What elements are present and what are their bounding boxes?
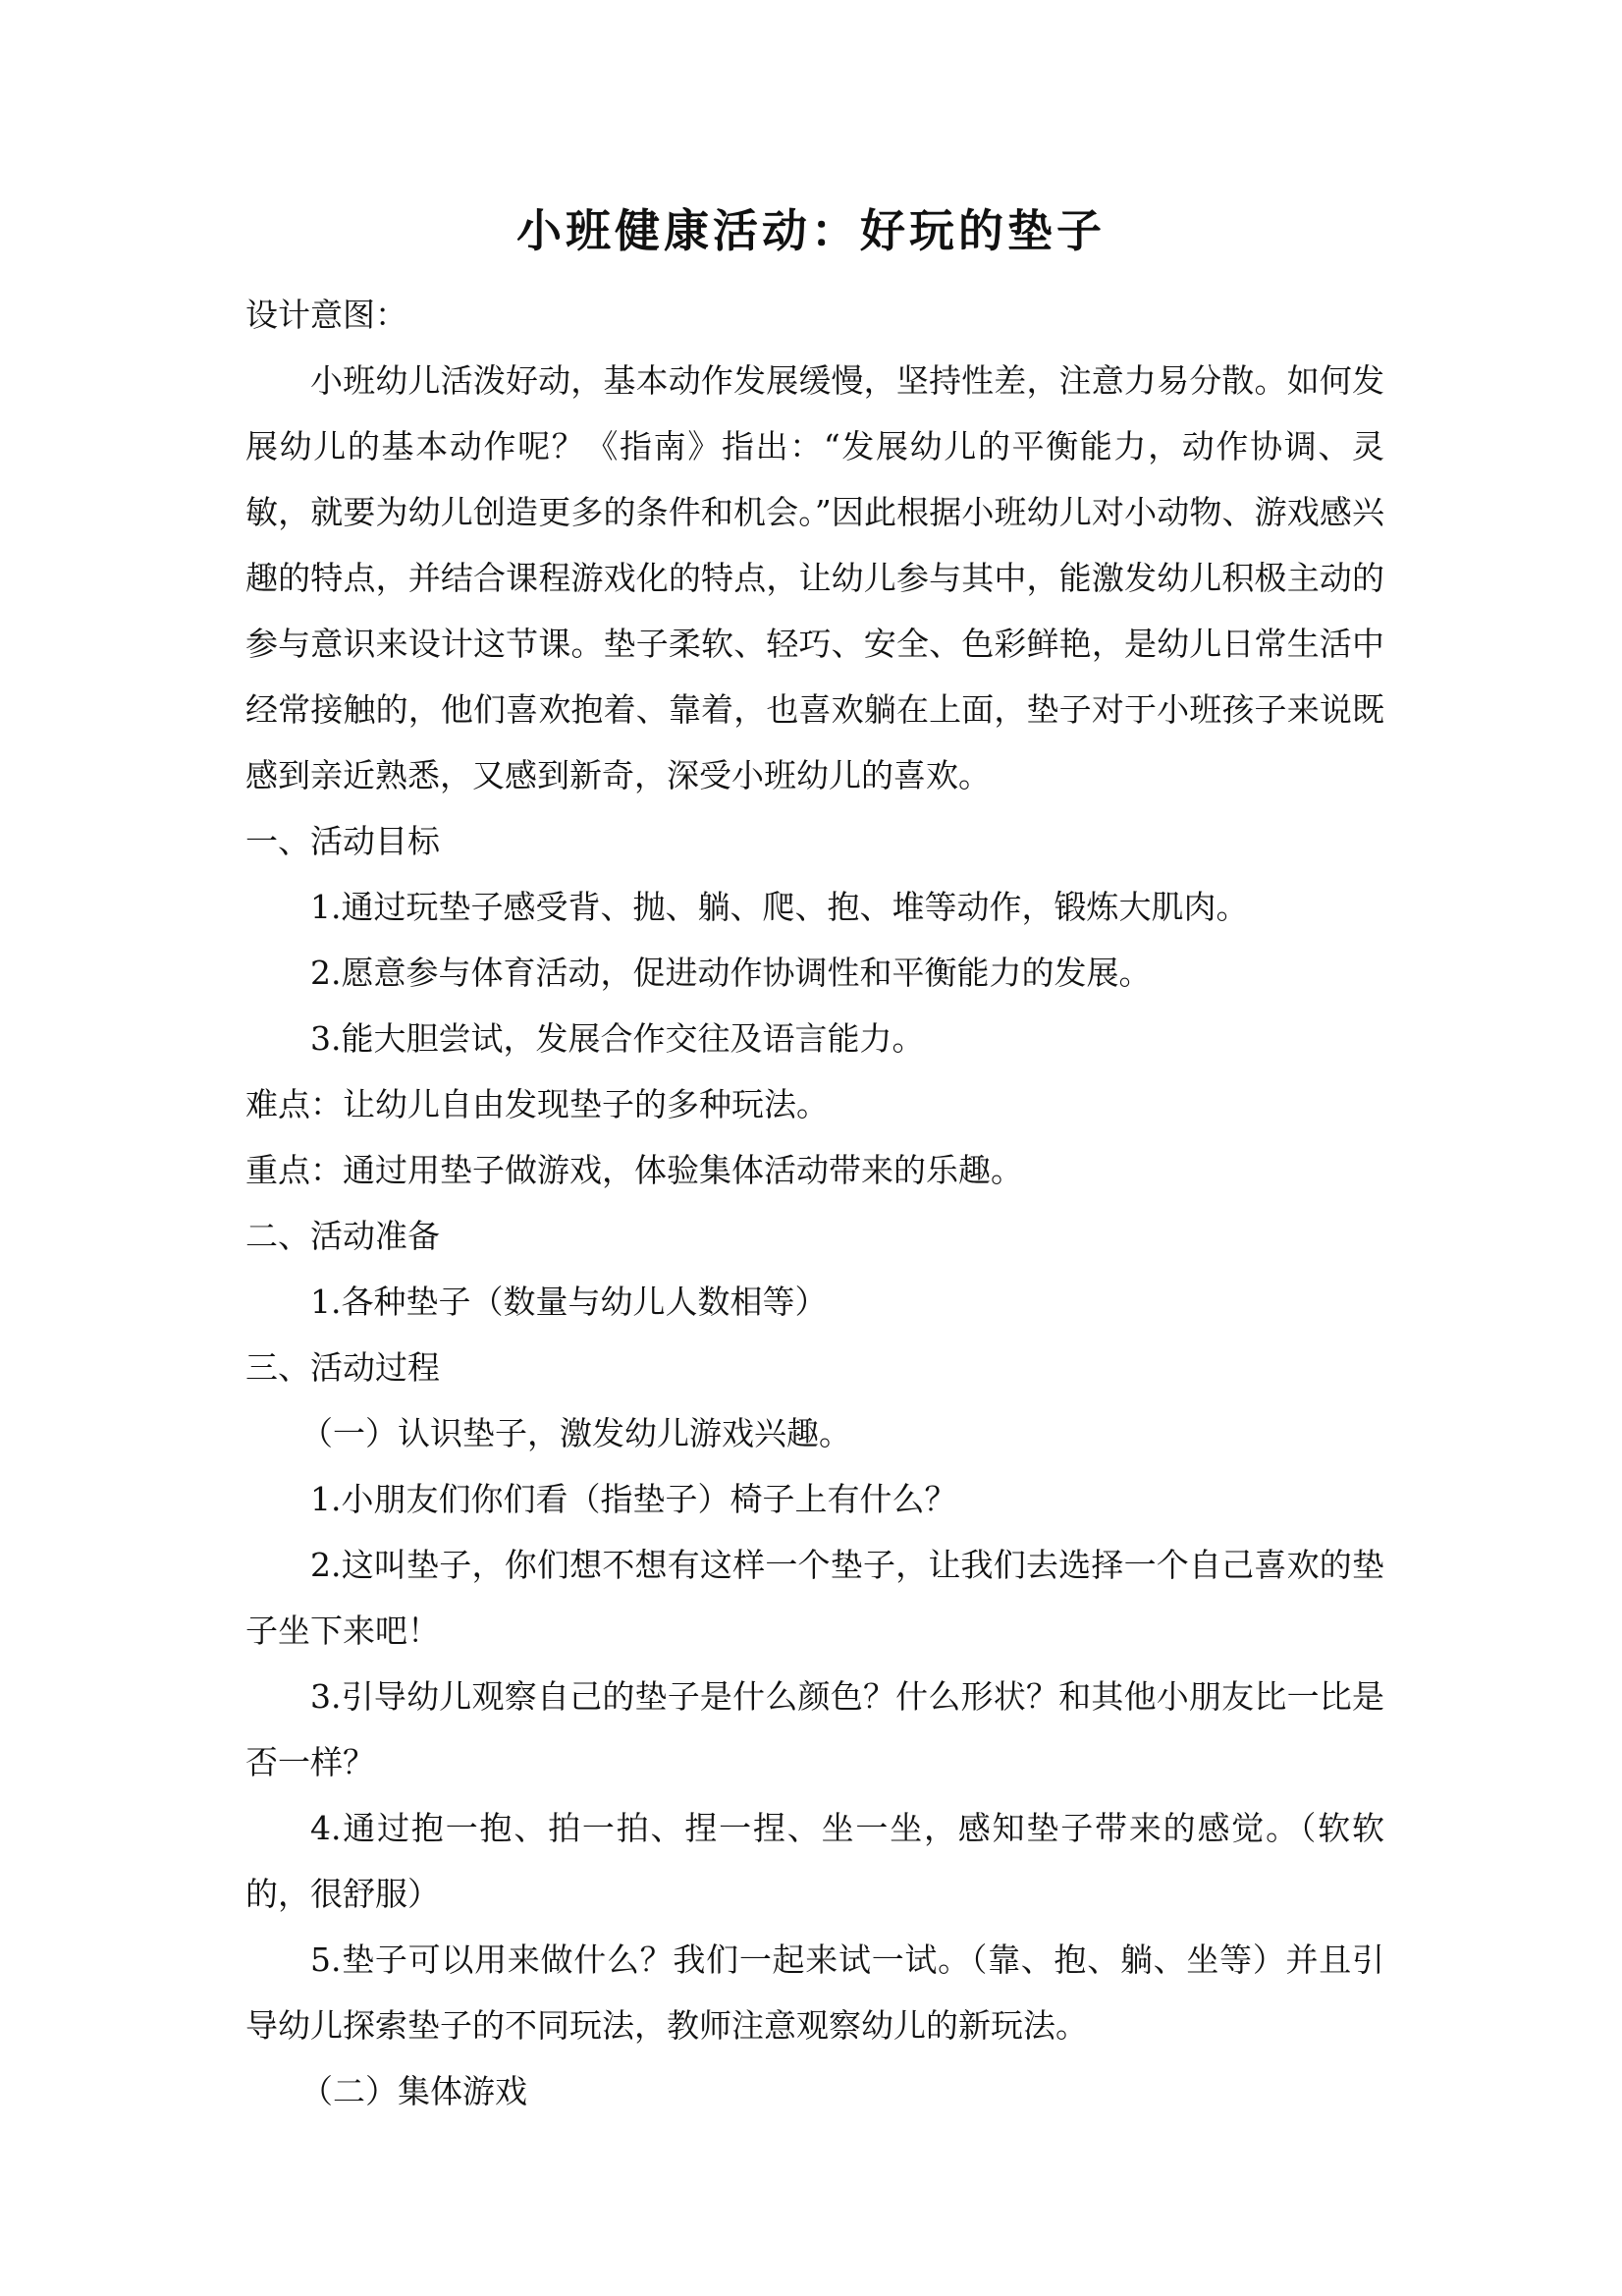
subheading-group-game: （二）集体游戏 — [300, 2072, 527, 2110]
paragraph-design-intent: 小班幼儿活泼好动，基本动作发展缓慢，坚持性差，注意力易分散。如何发展幼儿的基本动作呢？《指南》指出：“发展幼儿的平衡能力，动作协调、灵敏，就要为幼儿创造更多的条件和机会。”因此根据小班幼儿对小动物、游戏感兴趣的特点，并结合课程游戏化的特点，让幼儿参与其中，能激发幼儿积极主动的参与意识来设计这节课。垫子柔软、轻巧、安全、色彩鲜艳，是幼儿日常生活中经常接触的，他们喜欢抱着、靠着，也喜欢躺在上面，垫子对于小班孩子来说既感到亲近熟悉，又感到新奇，深受小班幼儿的喜欢。 — [245, 361, 1384, 794]
process-step: 3.引导幼儿观察自己的垫子是什么颜色？什么形状？和其他小朋友比一比是否一样？ — [245, 1677, 1384, 1781]
key-point: 重点：通过用垫子做游戏，体验集体活动带来的乐趣。 — [245, 1151, 1023, 1189]
difficulty-point: 难点：让幼儿自由发现垫子的多种玩法。 — [245, 1085, 829, 1123]
document-body — [245, 282, 1384, 2124]
heading-design-intent: 设计意图： — [245, 296, 407, 334]
preparation-item: 1.各种垫子（数量与幼儿人数相等） — [310, 1283, 828, 1321]
goal-item: 3.能大胆尝试，发展合作交往及语言能力。 — [310, 1019, 925, 1058]
process-step: 4.通过抱一抱、拍一拍、捏一捏、坐一坐，感知垫子带来的感觉。（软软的，很舒服） — [245, 1809, 1384, 1913]
goal-item: 2.愿意参与体育活动，促进动作协调性和平衡能力的发展。 — [310, 954, 1152, 992]
process-step: 1.小朋友们你们看（指垫子）椅子上有什么？ — [310, 1480, 957, 1518]
heading-activity-goals: 一、活动目标 — [245, 822, 440, 860]
process-step: 2.这叫垫子，你们想不想有这样一个垫子，让我们去选择一个自己喜欢的垫子坐下来吧！ — [245, 1546, 1384, 1650]
process-step: 5.垫子可以用来做什么？我们一起来试一试。（靠、抱、躺、坐等）并且引导幼儿探索垫子的不同玩法，教师注意观察幼儿的新玩法。 — [245, 1941, 1384, 2045]
heading-activity-preparation: 二、活动准备 — [245, 1217, 440, 1255]
subheading-know-mat: （一）认识垫子，激发幼儿游戏兴趣。 — [300, 1414, 851, 1452]
goal-item: 1.通过玩垫子感受背、抛、躺、爬、抱、堆等动作，锻炼大肌肉。 — [310, 888, 1249, 926]
document-title: 小班健康活动：好玩的垫子 — [516, 204, 1106, 257]
heading-activity-process: 三、活动过程 — [245, 1348, 440, 1387]
